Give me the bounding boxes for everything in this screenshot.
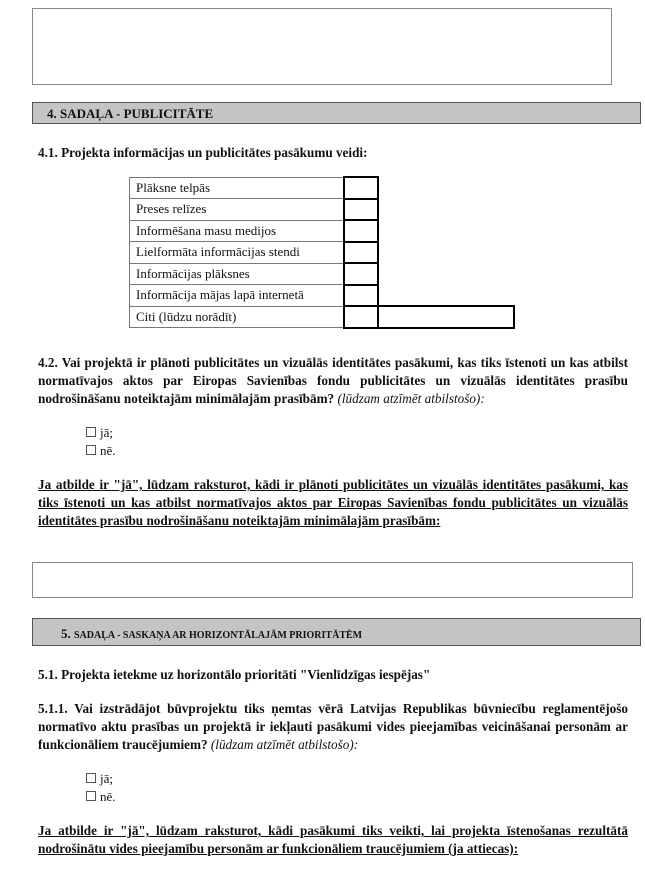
question-5-1-1-text: 5.1.1. Vai izstrādājot būvprojektu tiks ņemtas vērā Latvijas Republikas būvniecību reglamentējošo normatīvo aktu prasības un projektā ir iekļauti pasākumi vides pieejamības veicināšanai personām ar funkcionāliem traucējumiem? xyxy=(38,701,628,752)
publicity-type-checkbox[interactable] xyxy=(344,285,378,307)
option-yes-4-2[interactable] xyxy=(86,424,113,442)
publicity-type-checkbox[interactable] xyxy=(344,177,378,199)
publicity-type-label: Preses relīzes xyxy=(130,199,344,221)
checkbox-icon[interactable] xyxy=(86,427,96,437)
table-row xyxy=(130,285,514,307)
publicity-type-label: Citi (lūdzu norādīt) xyxy=(130,306,344,328)
table-spacer xyxy=(378,199,514,221)
table-spacer xyxy=(378,263,514,285)
publicity-type-checkbox[interactable] xyxy=(344,263,378,285)
option-no-4-2[interactable] xyxy=(86,442,116,460)
answer-text-box[interactable] xyxy=(32,562,633,598)
question-4-2-followup: Ja atbilde ir "jā", lūdzam raksturot, kādi ir plānoti publicitātes un vizuālās identitātes pasākumi, kas tiks īstenoti un kas atbilst normatīvajos aktos par Eiropas Savienības fondu publicitātes un vizuālās identitātes prasību nodrošināšanu noteiktajām minimālajām prasībām: xyxy=(38,477,628,528)
section-5-title: SADAĻA - SASKAŅA AR HORIZONTĀLAJĀM PRIORITĀTĒM xyxy=(74,630,363,641)
question-5-1-1-followup: Ja atbilde ir "jā", lūdzam raksturot, kādi pasākumi tiks veikti, lai projekta īstenošanas rezultātā nodrošinātu vides pieejamību personām ar funkcionāliem traucējumiem (ja attiecas): xyxy=(38,823,628,856)
table-spacer xyxy=(378,242,514,264)
question-5-1-1-hint: (lūdzam atzīmēt atbilstošo): xyxy=(210,737,359,752)
publicity-type-checkbox[interactable] xyxy=(344,199,378,221)
question-5-1-title: 5.1. Projekta ietekme uz horizontālo prioritāti "Vienlīdzīgas iespējas" xyxy=(38,667,431,682)
question-5-1-1 xyxy=(38,700,628,754)
option-no-5-1-1[interactable] xyxy=(86,788,116,806)
checkbox-icon[interactable] xyxy=(86,791,96,801)
option-yes-label: jā; xyxy=(100,425,113,440)
publicity-types-table xyxy=(129,176,515,329)
table-row xyxy=(130,220,514,242)
top-text-box[interactable] xyxy=(32,8,612,85)
publicity-type-label: Informēšana masu medijos xyxy=(130,220,344,242)
question-4-2-hint: (lūdzam atzīmēt atbilstošo): xyxy=(337,391,485,406)
section-5-header xyxy=(32,618,641,646)
table-row xyxy=(130,263,514,285)
section-4-title: 4. SADAĻA - PUBLICITĀTE xyxy=(47,106,214,121)
publicity-type-checkbox[interactable] xyxy=(344,220,378,242)
publicity-type-label: Plāksne telpās xyxy=(130,177,344,199)
table-spacer xyxy=(378,285,514,307)
checkbox-icon[interactable] xyxy=(86,773,96,783)
section-5-number: 5. xyxy=(61,626,74,641)
publicity-type-label: Informācijas plāksnes xyxy=(130,263,344,285)
table-row xyxy=(130,306,514,328)
table-row xyxy=(130,199,514,221)
table-row xyxy=(130,177,514,199)
option-no-label: nē. xyxy=(100,443,116,458)
publicity-type-label: Informācija mājas lapā internetā xyxy=(130,285,344,307)
section-4-header xyxy=(32,102,641,124)
table-row xyxy=(130,242,514,264)
publicity-type-checkbox[interactable] xyxy=(344,306,378,328)
option-no-label: nē. xyxy=(100,789,116,804)
question-4-2-text: 4.2. Vai projektā ir plānoti publicitātes un vizuālās identitātes pasākumi, kas tiks īstenoti un kas atbilst normatīvajos aktos par Eiropas Savienības fondu publicitātes un vizuālās identitātes prasību nodrošināšanu noteiktajām minimālajām prasībām? xyxy=(38,355,628,406)
table-spacer xyxy=(378,220,514,242)
question-4-2 xyxy=(38,354,628,408)
question-4-1-title: 4.1. Projekta informācijas un publicitātes pasākumu veidi: xyxy=(38,145,368,160)
checkbox-icon[interactable] xyxy=(86,445,96,455)
publicity-type-checkbox[interactable] xyxy=(344,242,378,264)
table-spacer xyxy=(378,177,514,199)
other-specify-field[interactable] xyxy=(378,306,514,328)
option-yes-label: jā; xyxy=(100,771,113,786)
publicity-type-label: Lielformāta informācijas stendi xyxy=(130,242,344,264)
option-yes-5-1-1[interactable] xyxy=(86,770,113,788)
